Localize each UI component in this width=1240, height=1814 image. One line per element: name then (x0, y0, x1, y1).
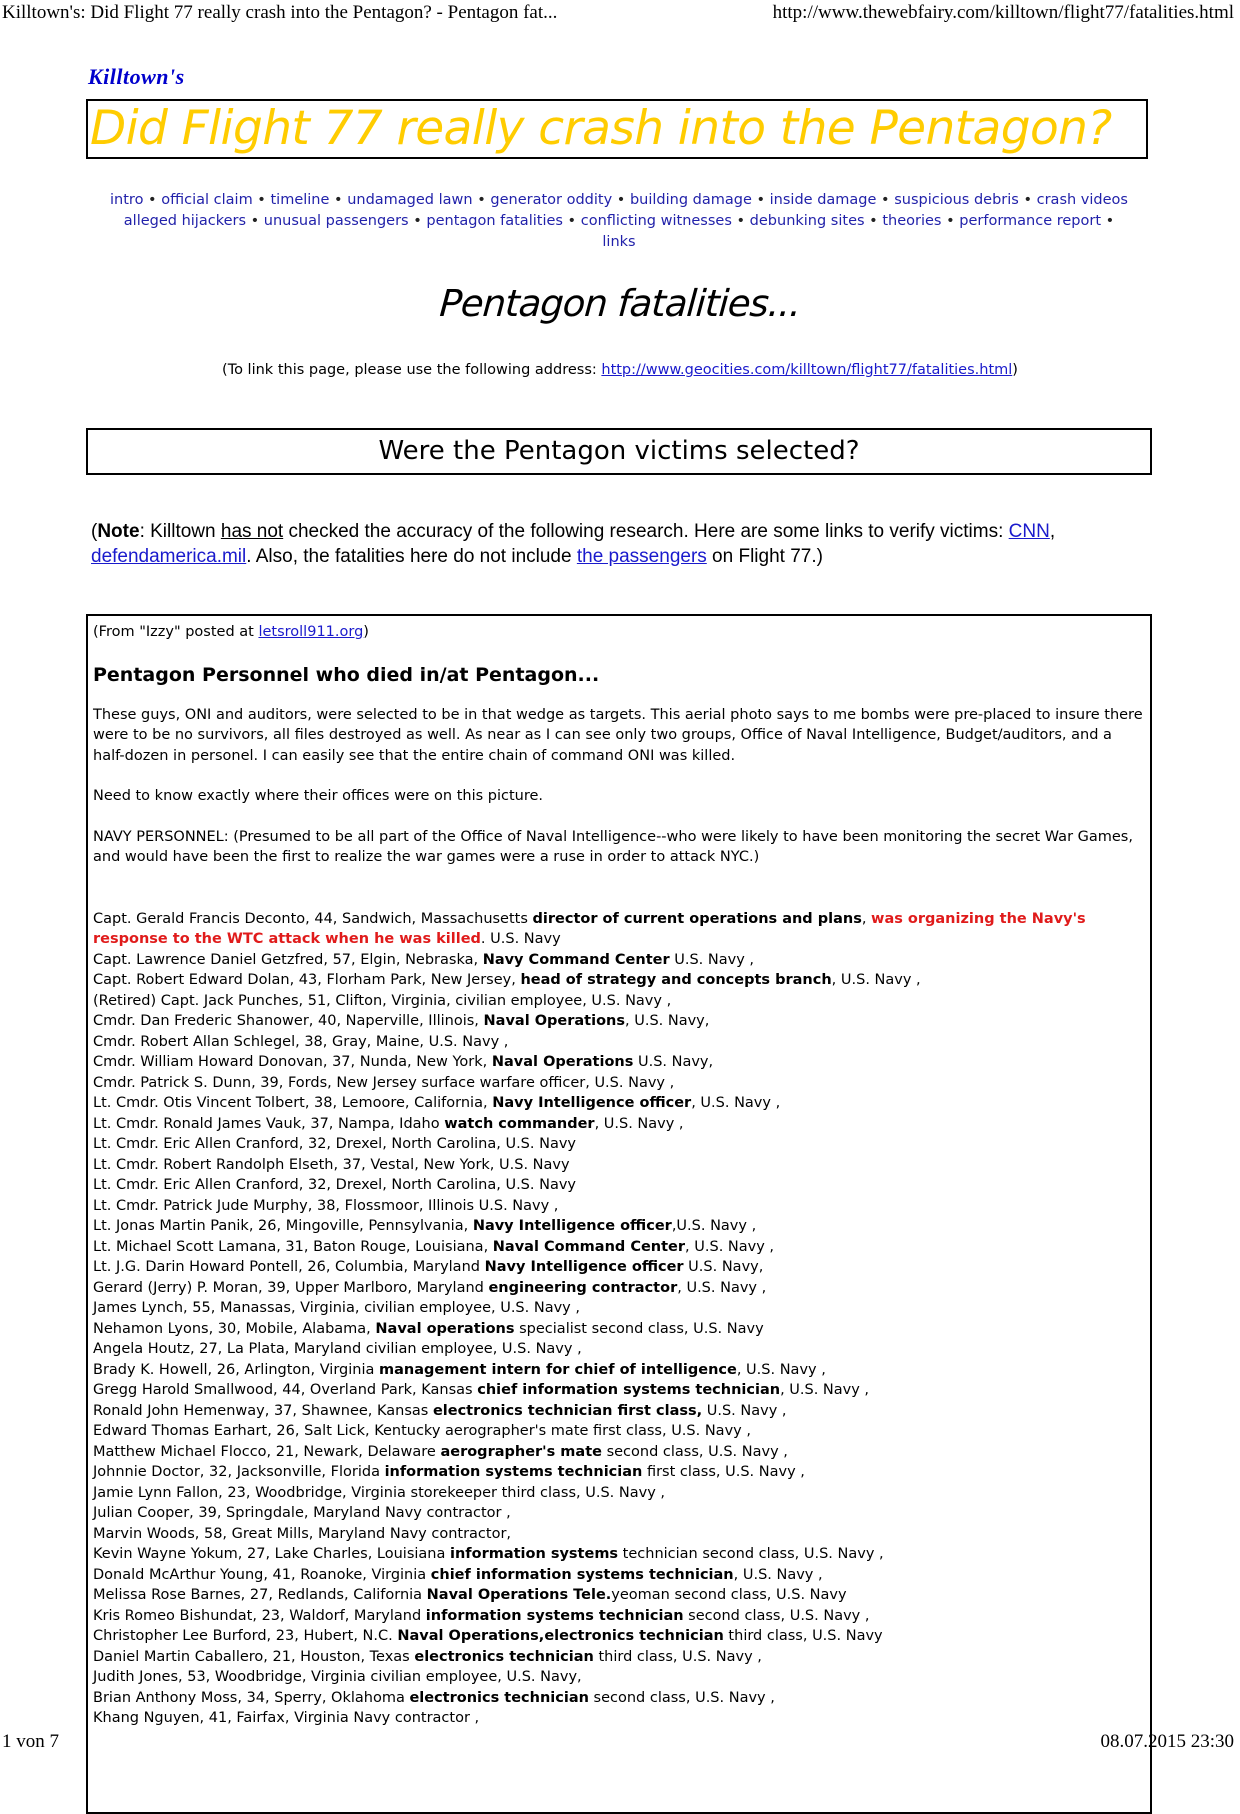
victim-details: Brady K. Howell, 26, Arlington, Virginia (93, 1361, 379, 1378)
section-question: Were the Pentagon victims selected? (378, 436, 860, 466)
nav-link-inside-damage[interactable]: inside damage (769, 192, 877, 208)
victim-role: head of strategy and concepts branch (520, 972, 832, 988)
disclaimer-note (91, 519, 1159, 569)
victim-details: Capt. Robert Edward Dolan, 43, Florham Park, New Jersey, (93, 972, 521, 988)
victim-details: Angela Houtz, 27, La Plata, Maryland civilian employee, U.S. Navy , (93, 1341, 582, 1357)
victim-role: Navy Command Center (482, 951, 670, 968)
note-text: , (1049, 521, 1056, 542)
victim-details: Lt. Cmdr. Ronald James Vauk, 37, Nampa, Idaho (93, 1115, 445, 1132)
victim-details: Johnnie Doctor, 32, Jacksonville, Florida (93, 1464, 385, 1480)
victim-highlight: was organizing the Navy's response to the WTC attack when he was killed (93, 910, 1086, 947)
victim-branch: yeoman second class, U.S. Navy (611, 1587, 847, 1603)
victim-entry (93, 1606, 1144, 1627)
nav-link-theories[interactable]: theories (882, 213, 942, 229)
victim-branch: , U.S. Navy , (594, 1115, 684, 1132)
victim-details: , (861, 910, 872, 927)
victim-entry (93, 1688, 1144, 1709)
nav-separator: • (252, 192, 271, 208)
victim-role: chief information systems technician (477, 1382, 781, 1398)
victim-branch: technician second class, U.S. Navy , (618, 1546, 884, 1562)
nav-separator: • (751, 192, 770, 208)
nav-separator: • (941, 213, 960, 229)
nav-link-intro[interactable]: intro (110, 192, 144, 208)
victim-entry (93, 1175, 1144, 1196)
print-page-number: 1 von 7 (2, 1731, 59, 1752)
victim-details: Cmdr. Patrick S. Dunn, 39, Fords, New Jersey surface warfare officer, U.S. Navy , (93, 1074, 675, 1091)
victim-entry (93, 1708, 1144, 1729)
victim-entry (93, 1483, 1144, 1504)
victim-entry (93, 1032, 1144, 1053)
victim-entry (93, 1257, 1144, 1278)
victim-details: Cmdr. Robert Allan Schlegel, 38, Gray, Maine, U.S. Navy , (93, 1033, 509, 1050)
nav-link-suspicious-debris[interactable]: suspicious debris (894, 192, 1019, 208)
victims-list (93, 909, 1144, 1729)
victim-entry (93, 950, 1144, 971)
victim-details: Lt. Cmdr. Patrick Jude Murphy, 38, Flossmoor, Illinois U.S. Navy , (93, 1197, 559, 1214)
victim-entry (93, 1073, 1144, 1094)
victim-entry (93, 1401, 1144, 1422)
victim-details: Lt. J.G. Darin Howard Pontell, 26, Columbia, Maryland (93, 1259, 485, 1275)
victim-details: Christopher Lee Burford, 23, Hubert, N.C. (93, 1628, 398, 1644)
nav-link-unusual-passengers[interactable]: unusual passengers (263, 213, 409, 229)
victim-details: Lt. Cmdr. Robert Randolph Elseth, 37, Vestal, New York, U.S. Navy (93, 1156, 570, 1173)
victim-role: watch commander (444, 1115, 595, 1132)
nav-separator: • (1018, 192, 1037, 208)
nav-link-conflicting-witnesses[interactable]: conflicting witnesses (580, 213, 732, 229)
site-title: Did Flight 77 really crash into the Pentagon? (90, 101, 1112, 156)
victim-entry (93, 1339, 1144, 1360)
note-text: : Killtown (139, 521, 221, 542)
victim-details: Capt. Lawrence Daniel Getzfred, 57, Elgin, Nebraska, (93, 951, 483, 968)
victim-entry (93, 1155, 1144, 1176)
victim-details: Edward Thomas Earhart, 26, Salt Lick, Kentucky aerographer's mate first class, U.S. Navy , (93, 1423, 751, 1439)
victim-entry (93, 970, 1144, 991)
victim-branch: third class, U.S. Navy , (593, 1648, 762, 1665)
source-prefix: (From "Izzy" posted at (93, 624, 259, 640)
victim-role: Navy Intelligence officer (484, 1259, 684, 1275)
victim-entry (93, 1380, 1144, 1401)
note-text: checked the accuracy of the following research. Here are some links to verify victims: (283, 521, 1009, 542)
victim-entry (93, 991, 1144, 1012)
victim-details: Kris Romeo Bishundat, 23, Waldorf, Maryland (93, 1607, 426, 1624)
nav-link-alleged-hijackers[interactable]: alleged hijackers (123, 213, 247, 229)
note-has-not: has not (220, 521, 284, 542)
victim-entry (93, 1360, 1144, 1381)
victim-details: Julian Cooper, 39, Springdale, Maryland Navy contractor , (93, 1505, 511, 1521)
victim-branch: , U.S. Navy, (625, 1013, 710, 1029)
cnn-link[interactable]: CNN (1008, 521, 1050, 542)
victim-entry (93, 1524, 1144, 1545)
victim-details: Cmdr. William Howard Donovan, 37, Nunda, New York, (93, 1054, 492, 1070)
victim-details: Gregg Harold Smallwood, 44, Overland Park, Kansas (93, 1382, 478, 1398)
navy-personnel-paragraph: NAVY PERSONNEL: (Presumed to be all part of the Office of Naval Intelligence--who were likely to have been monitoring the secret War Games, and would have been the first to realize the war games were a ruse in order to attack NYC.) (93, 828, 1133, 865)
victim-details: Daniel Martin Caballero, 21, Houston, Texas (93, 1648, 415, 1665)
victim-branch: second class, U.S. Navy , (588, 1689, 775, 1706)
nav-separator: • (562, 213, 581, 229)
note-label: Note (97, 521, 140, 542)
victim-details: Marvin Woods, 58, Great Mills, Maryland Navy contractor, (93, 1525, 512, 1542)
victim-details: Brian Anthony Moss, 34, Sperry, Oklahoma (93, 1689, 410, 1706)
nav-separator: • (408, 213, 427, 229)
nav-separator: • (329, 192, 348, 208)
link-notice-suffix: ) (1012, 362, 1018, 378)
nav-separator: • (1101, 213, 1115, 229)
note-text: ( (91, 521, 98, 542)
nav-link-official-claim[interactable]: official claim (161, 192, 253, 208)
site-navigation (86, 190, 1152, 253)
victim-details: Matthew Michael Flocco, 21, Newark, Delaware (93, 1443, 441, 1460)
nav-link-debunking-sites[interactable]: debunking sites (749, 213, 865, 229)
victim-details: James Lynch, 55, Manassas, Virginia, civilian employee, U.S. Navy , (93, 1300, 580, 1316)
print-page-url: http://www.thewebfairy.com/killtown/flight77/fatalities.html (772, 2, 1234, 23)
link-notice (0, 362, 1240, 378)
offices-paragraph: Need to know exactly where their offices were on this picture. (93, 788, 544, 804)
victim-details: Lt. Jonas Martin Panik, 26, Mingoville, Pennsylvania, (93, 1218, 473, 1234)
victim-details: Lt. Cmdr. Eric Allen Cranford, 32, Drexel, North Carolina, U.S. Navy (93, 1136, 577, 1152)
link-notice-prefix: (To link this page, please use the following address: (222, 362, 602, 378)
nav-link-links[interactable]: links (602, 234, 636, 250)
section-question-box (86, 428, 1152, 475)
victim-role: Naval Operations (491, 1054, 634, 1070)
victim-details: Jamie Lynn Fallon, 23, Woodbridge, Virginia storekeeper third class, U.S. Navy , (93, 1484, 666, 1501)
victim-details: Cmdr. Dan Frederic Shanower, 40, Naperville, Illinois, (93, 1013, 484, 1029)
victim-entry (93, 1278, 1144, 1299)
source-suffix: ) (363, 624, 369, 640)
victim-entry (93, 1421, 1144, 1442)
victim-entry (93, 1319, 1144, 1340)
nav-separator: • (876, 192, 895, 208)
victim-role: electronics technician (414, 1648, 594, 1665)
victim-details: Gerard (Jerry) P. Moran, 39, Upper Marlboro, Maryland (93, 1279, 489, 1296)
victim-role: chief information systems technician (430, 1566, 734, 1583)
victim-branch: , U.S. Navy , (677, 1279, 767, 1296)
victim-entry (93, 1237, 1144, 1258)
victim-details: Capt. Gerald Francis Deconto, 44, Sandwich, Massachusetts (93, 910, 533, 927)
site-title-banner (86, 99, 1148, 159)
victim-branch: U.S. Navy, (633, 1054, 714, 1070)
passengers-link[interactable]: the passengers (576, 546, 707, 567)
victim-role: Naval Command Center (492, 1238, 686, 1255)
letsroll911-link[interactable]: letsroll911.org (258, 624, 364, 640)
victim-role: Naval operations (375, 1320, 515, 1337)
victim-details: Melissa Rose Barnes, 27, Redlands, California (93, 1587, 427, 1603)
victim-details: (Retired) Capt. Jack Punches, 51, Clifton, Virginia, civilian employee, U.S. Navy , (93, 992, 672, 1009)
nav-separator: • (612, 192, 630, 208)
print-datetime: 08.07.2015 23:30 (1100, 1731, 1234, 1752)
victim-details: Lt. Cmdr. Eric Allen Cranford, 32, Drexel, North Carolina, U.S. Navy (93, 1177, 577, 1193)
nav-link-building-damage[interactable]: building damage (629, 192, 752, 208)
victim-role: information systems (450, 1546, 619, 1562)
page-heading: Pentagon fatalities... (438, 282, 802, 325)
victim-entry (93, 1114, 1144, 1135)
victim-details: Ronald John Hemenway, 37, Shawnee, Kansas (93, 1402, 433, 1419)
victim-role: aerographer's mate (440, 1443, 602, 1460)
print-page-title: Killtown's: Did Flight 77 really crash into the Pentagon? - Pentagon fat... (2, 2, 558, 23)
victim-role: Naval Operations,electronics technician (397, 1628, 724, 1644)
victim-branch: , U.S. Navy , (736, 1361, 826, 1378)
victim-entry (93, 1565, 1144, 1586)
nav-separator: • (246, 213, 264, 229)
victim-branch: second class, U.S. Navy , (683, 1607, 870, 1624)
victim-branch: second class, U.S. Navy , (601, 1443, 788, 1460)
victim-entry (93, 909, 1144, 950)
victim-role: electronics technician first class, (432, 1402, 703, 1419)
source-line (93, 622, 1144, 643)
intro-paragraph: These guys, ONI and auditors, were selected to be in that wedge as targets. This aerial photo says to me bombs were pre-placed to insure there were to be no survivors, all files destroyed as well. As near as I can see only two groups, Office of Naval Intelligence, Budget/auditors, and a half-dozen in personel. I can easily see that the entire chain of command ONI was killed. (93, 706, 1143, 764)
victim-details: Khang Nguyen, 41, Fairfax, Virginia Navy contractor , (93, 1710, 480, 1726)
victim-entry (93, 1626, 1144, 1647)
victim-entry (93, 1216, 1144, 1237)
print-footer (0, 1727, 1240, 1755)
nav-separator: • (864, 213, 883, 229)
research-content-box (86, 614, 1152, 1814)
victim-branch: specialist second class, U.S. Navy (514, 1320, 764, 1337)
victim-branch: U.S. Navy , (669, 951, 755, 968)
nav-link-performance-report[interactable]: performance report (959, 213, 1102, 229)
victim-entry (93, 1647, 1144, 1668)
victim-role: management intern for chief of intelligence (379, 1361, 737, 1378)
geocities-link[interactable]: http://www.geocities.com/killtown/flight77/fatalities.html (601, 362, 1013, 378)
victim-branch: third class, U.S. Navy (723, 1628, 883, 1644)
victim-entry (93, 1052, 1144, 1073)
victim-branch: first class, U.S. Navy , (642, 1464, 805, 1480)
defendamerica-link[interactable]: defendamerica.mil (91, 546, 247, 567)
victim-details: Lt. Cmdr. Otis Vincent Tolbert, 38, Lemoore, California, (93, 1095, 493, 1111)
victim-details: Nehamon Lyons, 30, Mobile, Alabama, (93, 1320, 376, 1337)
site-brand: Killtown's (88, 64, 185, 89)
victim-entry (93, 1667, 1144, 1688)
nav-link-undamaged-lawn[interactable]: undamaged lawn (347, 192, 473, 208)
victim-branch: , U.S. Navy , (691, 1095, 781, 1111)
victim-entry (93, 1011, 1144, 1032)
victim-details: Lt. Michael Scott Lamana, 31, Baton Rouge, Louisiana, (93, 1238, 493, 1255)
victim-role: information systems technician (384, 1464, 643, 1480)
victim-role: engineering contractor (488, 1279, 678, 1296)
victim-role: information systems technician (425, 1607, 684, 1624)
victim-branch: U.S. Navy, (683, 1259, 764, 1275)
victim-entry (93, 1585, 1144, 1606)
victim-branch: ,U.S. Navy , (671, 1218, 757, 1234)
victim-details: Donald McArthur Young, 41, Roanoke, Virginia (93, 1566, 431, 1583)
victim-branch: . U.S. Navy (480, 931, 561, 947)
note-text: on Flight 77.) (706, 546, 823, 567)
nav-link-generator-oddity[interactable]: generator oddity (490, 192, 613, 208)
victim-role: Navy Intelligence officer (492, 1095, 692, 1111)
nav-separator: • (472, 192, 491, 208)
victim-role: Naval Operations (483, 1013, 625, 1029)
victim-branch: , U.S. Navy , (733, 1566, 823, 1583)
victim-entry (93, 1462, 1144, 1483)
nav-link-timeline[interactable]: timeline (270, 192, 330, 208)
victim-details: Judith Jones, 53, Woodbridge, Virginia civilian employee, U.S. Navy, (93, 1669, 582, 1685)
nav-link-pentagon-fatalities[interactable]: pentagon fatalities (426, 213, 563, 229)
victim-role: director of current operations and plans (532, 910, 862, 927)
victim-entry (93, 1298, 1144, 1319)
print-header (0, 0, 1240, 28)
victim-entry (93, 1442, 1144, 1463)
victim-branch: , U.S. Navy , (685, 1238, 775, 1255)
victim-entry (93, 1544, 1144, 1565)
personnel-heading: Pentagon Personnel who died in/at Pentagon... (93, 663, 600, 686)
victim-details: Kevin Wayne Yokum, 27, Lake Charles, Louisiana (93, 1546, 450, 1562)
victim-branch: U.S. Navy , (702, 1402, 787, 1419)
victim-entry (93, 1196, 1144, 1217)
victim-branch: , U.S. Navy , (831, 972, 921, 988)
nav-link-crash-videos[interactable]: crash videos (1036, 192, 1128, 208)
victim-entry (93, 1503, 1144, 1524)
nav-separator: • (143, 192, 162, 208)
nav-separator: • (731, 213, 750, 229)
victim-branch: , U.S. Navy , (780, 1382, 870, 1398)
victim-role: Navy Intelligence officer (472, 1218, 672, 1234)
victim-entry (93, 1134, 1144, 1155)
victim-role: electronics technician (409, 1689, 589, 1706)
victim-role: Naval Operations Tele. (426, 1587, 612, 1603)
victim-entry (93, 1093, 1144, 1114)
note-text: . Also, the fatalities here do not include (246, 546, 577, 567)
